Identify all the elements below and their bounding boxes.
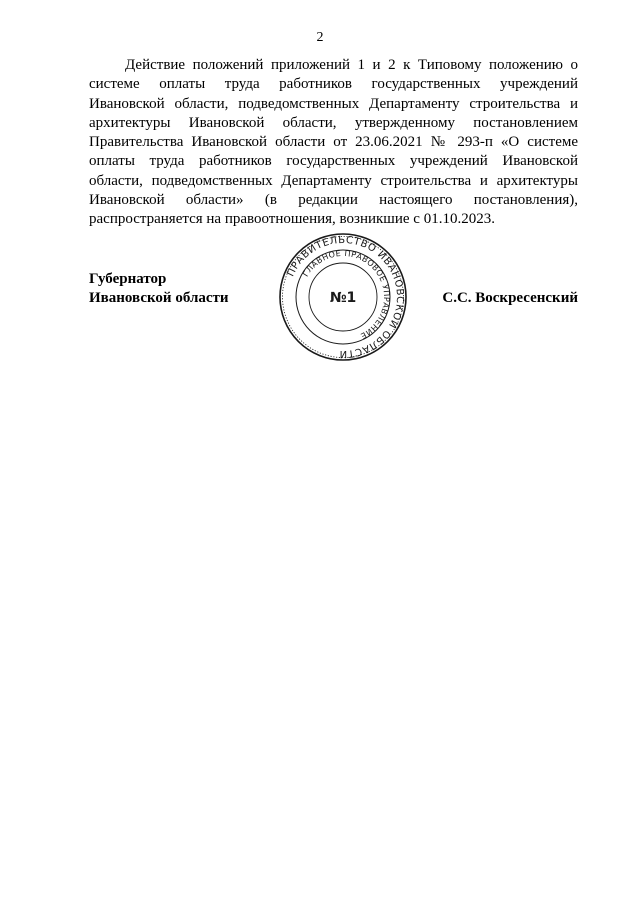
seal-number: №1	[329, 290, 357, 306]
signatory-position	[89, 270, 229, 308]
position-line-1: Губернатор	[89, 271, 167, 287]
signature-block	[89, 232, 578, 372]
signer-name: С.С. Воскресенский	[442, 290, 578, 306]
position-line-2: Ивановской области	[89, 290, 229, 306]
page-number: 2	[316, 30, 324, 45]
official-seal	[278, 232, 408, 362]
seal-outer-text: ПРАВИТЕЛЬСТВО ИВАНОВСКОЙ ОБЛАСТИ	[285, 234, 406, 360]
body-paragraph: Действие положений приложений 1 и 2 к Типовому положению о системе оплаты труда работников государственных учреждений Ивановской области, подведомственных Департаменту строительства и архитектуры Ивановской области, утвержденному постановлением Правительства Ивановской области от 23.06.2021 № 293-п «О системе оплаты труда работников государственных учреждений Ивановской области, подведомственных Департаменту строительства и архитектуры Ивановской области» (в редакции настоящего постановления), распространяется на правоотношения, возникшие с 01.10.2023.	[89, 57, 578, 228]
seal-inner-text: ГЛАВНОЕ ПРАВОВОЕ УПРАВЛЕНИЕ	[301, 248, 392, 341]
